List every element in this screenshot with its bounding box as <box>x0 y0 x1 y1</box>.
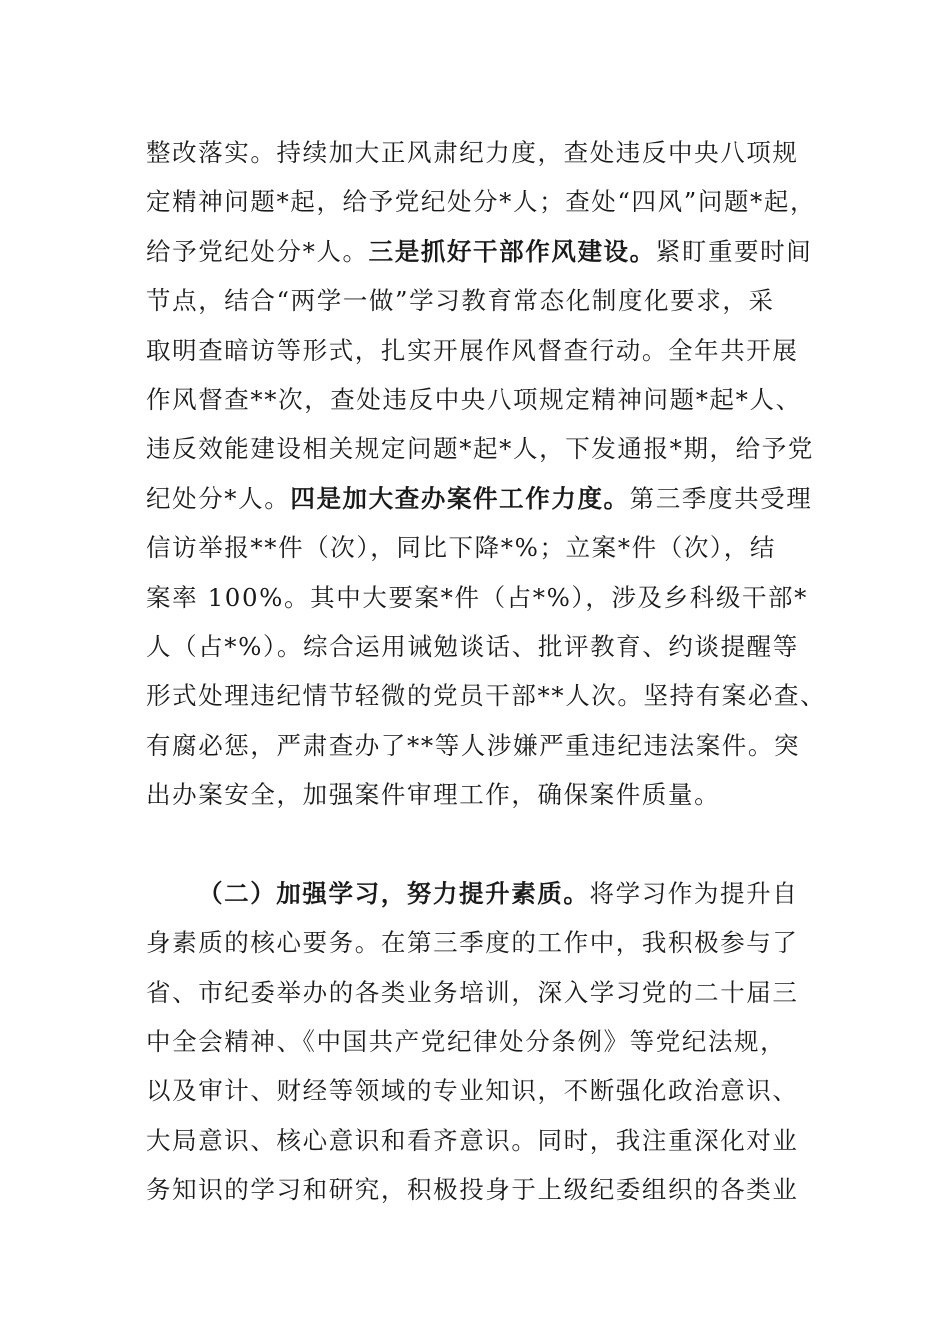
text-line: 有腐必惩，严肃查办了**等人涉嫌严重违纪违法案件。突 <box>146 730 801 760</box>
text-line: 以及审计、财经等领域的专业知识，不断强化政治意识、 <box>146 1076 799 1106</box>
text-run: 给予党纪处分*人。 <box>146 236 369 266</box>
text-run: 纪处分*人。 <box>146 483 291 513</box>
text-line: 务知识的学习和研究，积极投身于上级纪委组织的各类业 <box>146 1175 799 1205</box>
text-line: 出办案安全，加强案件审理工作，确保案件质量。 <box>146 780 721 810</box>
text-line <box>146 474 826 523</box>
text-run: 将学习作为提升自 <box>589 878 799 908</box>
section-heading: （二）加强学习，努力提升素质。 <box>198 878 590 908</box>
text-line: 案率 100%。其中大要案*件（占*%），涉及乡科级干部* <box>146 582 809 612</box>
paragraph-gap <box>146 819 826 868</box>
text-line: 违反效能建设相关规定问题*起*人，下发通报*期，给予党 <box>146 434 814 464</box>
text-line: 信访举报**件（次），同比下降*%；立案*件（次），结 <box>146 533 776 563</box>
text-line: 取明查暗访等形式，扎实开展作风督查行动。全年共开展 <box>146 335 799 365</box>
text-line: 人（占*%）。综合运用诫勉谈话、批评教育、约谈提醒等 <box>146 631 799 661</box>
text-line: 省、市纪委举办的各类业务培训，深入学习党的二十届三 <box>146 977 799 1007</box>
text-line: 身素质的核心要务。在第三季度的工作中，我积极参与了 <box>146 928 799 958</box>
text-run: 紧盯重要时间 <box>655 236 813 266</box>
text-line: 节点，结合“两学一做”学习教育常态化制度化要求，采 <box>146 286 775 316</box>
text-line: 中全会精神、《中国共产党纪律处分条例》等党纪法规， <box>146 1027 787 1057</box>
text-line: 定精神问题*起，给予党纪处分*人；查处“四风”问题*起， <box>146 187 817 217</box>
text-line <box>146 869 826 918</box>
document-body <box>146 128 826 1215</box>
text-run: 第三季度共受理 <box>629 483 813 513</box>
bold-heading-run: 四是加大查办案件工作力度。 <box>290 483 630 513</box>
text-line <box>146 227 826 276</box>
text-line: 大局意识、核心意识和看齐意识。同时，我注重深化对业 <box>146 1125 799 1155</box>
text-line: 整改落实。持续加大正风肃纪力度，查处违反中央八项规 <box>146 138 799 167</box>
text-line: 形式处理违纪情节轻微的党员干部**人次。坚持有案必查、 <box>146 681 827 711</box>
bold-heading-run: 三是抓好干部作风建设。 <box>368 236 656 266</box>
text-line: 作风督查**次，查处违反中央八项规定精神问题*起*人、 <box>146 384 802 414</box>
